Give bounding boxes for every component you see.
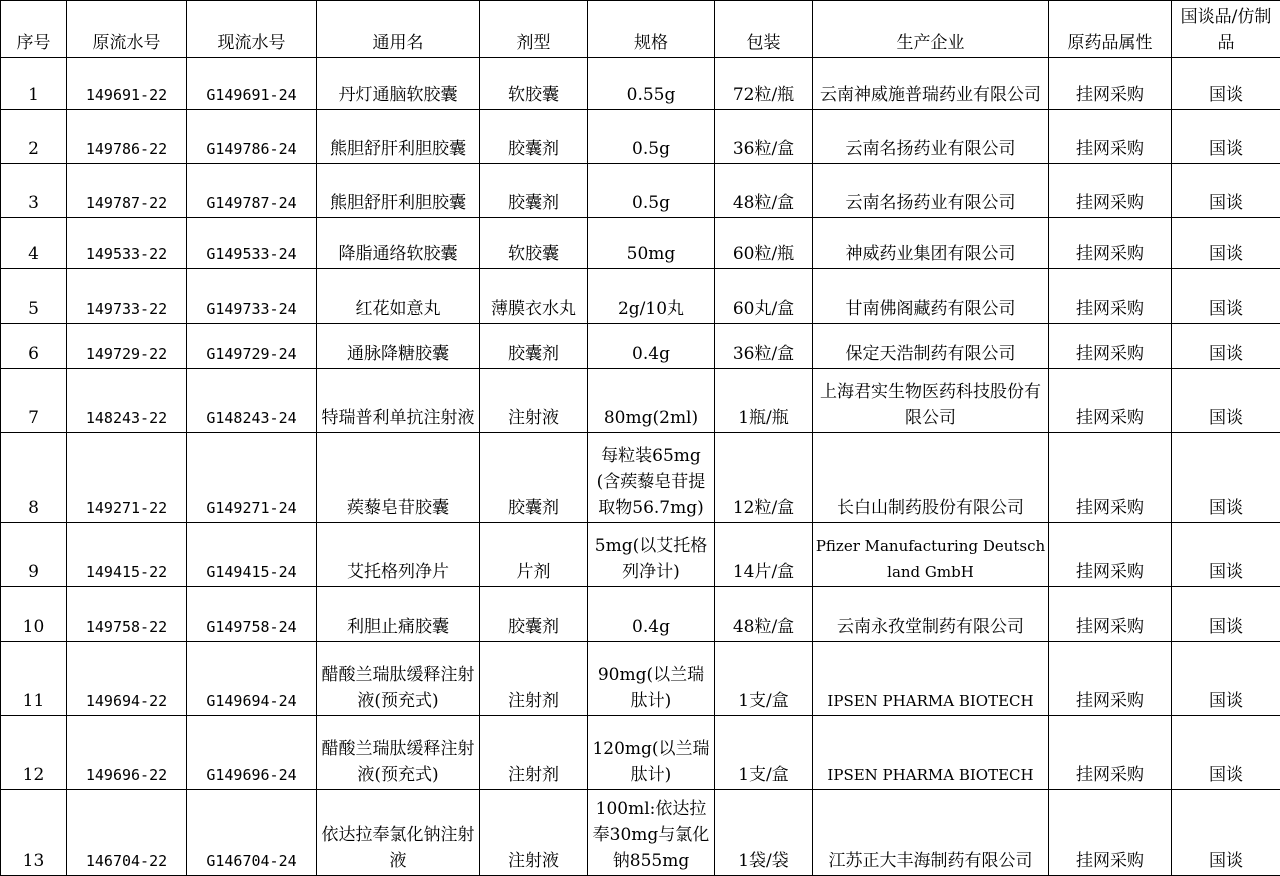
header-cell: 现流水号 xyxy=(187,1,317,58)
row-number-cell: 12 xyxy=(1,716,67,790)
drug-attribute-cell: 挂网采购 xyxy=(1049,324,1172,369)
specification-cell: 每粒装65mg(含蒺藜皂苷提取物56.7mg) xyxy=(588,433,715,523)
table-row xyxy=(1,433,1280,523)
generic-name-cell: 利胆止痛胶囊 xyxy=(317,587,480,642)
current-serial-cell: G149415-24 xyxy=(187,523,317,587)
drug-attribute-cell: 挂网采购 xyxy=(1049,269,1172,324)
current-serial-cell: G149691-24 xyxy=(187,58,317,110)
category-cell: 国谈 xyxy=(1172,369,1280,433)
current-serial-cell: G149787-24 xyxy=(187,164,317,218)
specification-cell: 50mg xyxy=(588,218,715,269)
dosage-form-cell: 胶囊剂 xyxy=(480,433,588,523)
table-row xyxy=(1,716,1280,790)
manufacturer-cell: 长白山制药股份有限公司 xyxy=(813,433,1049,523)
original-serial-cell: 146704-22 xyxy=(67,790,187,876)
specification-cell: 5mg(以艾托格列净计) xyxy=(588,523,715,587)
drug-attribute-cell: 挂网采购 xyxy=(1049,790,1172,876)
package-cell: 48粒/盒 xyxy=(715,164,813,218)
manufacturer-cell: 江苏正大丰海制药有限公司 xyxy=(813,790,1049,876)
table-row xyxy=(1,642,1280,716)
package-cell: 36粒/盒 xyxy=(715,110,813,164)
manufacturer-cell: 云南神威施普瑞药业有限公司 xyxy=(813,58,1049,110)
manufacturer-cell: 云南名扬药业有限公司 xyxy=(813,110,1049,164)
original-serial-cell: 149415-22 xyxy=(67,523,187,587)
generic-name-cell: 熊胆舒肝利胆胶囊 xyxy=(317,164,480,218)
package-cell: 1袋/袋 xyxy=(715,790,813,876)
header-cell: 剂型 xyxy=(480,1,588,58)
table-row xyxy=(1,110,1280,164)
dosage-form-cell: 软胶囊 xyxy=(480,58,588,110)
row-number-cell: 4 xyxy=(1,218,67,269)
manufacturer-cell: 保定天浩制药有限公司 xyxy=(813,324,1049,369)
current-serial-cell: G149758-24 xyxy=(187,587,317,642)
current-serial-cell: G149533-24 xyxy=(187,218,317,269)
row-number-cell: 9 xyxy=(1,523,67,587)
package-cell: 60丸/盒 xyxy=(715,269,813,324)
specification-cell: 90mg(以兰瑞肽计) xyxy=(588,642,715,716)
original-serial-cell: 149696-22 xyxy=(67,716,187,790)
dosage-form-cell: 胶囊剂 xyxy=(480,587,588,642)
manufacturer-cell: 云南名扬药业有限公司 xyxy=(813,164,1049,218)
current-serial-cell: G149733-24 xyxy=(187,269,317,324)
category-cell: 国谈 xyxy=(1172,324,1280,369)
generic-name-cell: 醋酸兰瑞肽缓释注射液(预充式) xyxy=(317,642,480,716)
drug-attribute-cell: 挂网采购 xyxy=(1049,110,1172,164)
drug-attribute-cell: 挂网采购 xyxy=(1049,58,1172,110)
current-serial-cell: G149786-24 xyxy=(187,110,317,164)
table-row xyxy=(1,218,1280,269)
generic-name-cell: 通脉降糖胶囊 xyxy=(317,324,480,369)
manufacturer-cell: IPSEN PHARMA BIOTECH xyxy=(813,642,1049,716)
original-serial-cell: 149733-22 xyxy=(67,269,187,324)
drug-attribute-cell: 挂网采购 xyxy=(1049,218,1172,269)
drug-attribute-cell: 挂网采购 xyxy=(1049,433,1172,523)
category-cell: 国谈 xyxy=(1172,164,1280,218)
generic-name-cell: 降脂通络软胶囊 xyxy=(317,218,480,269)
package-cell: 14片/盒 xyxy=(715,523,813,587)
category-cell: 国谈 xyxy=(1172,716,1280,790)
package-cell: 1支/盒 xyxy=(715,716,813,790)
manufacturer-cell: 云南永孜堂制药有限公司 xyxy=(813,587,1049,642)
original-serial-cell: 149271-22 xyxy=(67,433,187,523)
original-serial-cell: 149787-22 xyxy=(67,164,187,218)
original-serial-cell: 148243-22 xyxy=(67,369,187,433)
current-serial-cell: G149729-24 xyxy=(187,324,317,369)
drug-attribute-cell: 挂网采购 xyxy=(1049,164,1172,218)
generic-name-cell: 熊胆舒肝利胆胶囊 xyxy=(317,110,480,164)
generic-name-cell: 依达拉奉氯化钠注射液 xyxy=(317,790,480,876)
table-row xyxy=(1,269,1280,324)
table-row xyxy=(1,164,1280,218)
manufacturer-cell: 上海君实生物医药科技股份有限公司 xyxy=(813,369,1049,433)
original-serial-cell: 149694-22 xyxy=(67,642,187,716)
table-row xyxy=(1,369,1280,433)
row-number-cell: 13 xyxy=(1,790,67,876)
specification-cell: 0.4g xyxy=(588,324,715,369)
category-cell: 国谈 xyxy=(1172,523,1280,587)
category-cell: 国谈 xyxy=(1172,587,1280,642)
generic-name-cell: 艾托格列净片 xyxy=(317,523,480,587)
current-serial-cell: G146704-24 xyxy=(187,790,317,876)
drug-attribute-cell: 挂网采购 xyxy=(1049,642,1172,716)
table-row xyxy=(1,58,1280,110)
row-number-cell: 2 xyxy=(1,110,67,164)
row-number-cell: 6 xyxy=(1,324,67,369)
manufacturer-cell: IPSEN PHARMA BIOTECH xyxy=(813,716,1049,790)
dosage-form-cell: 胶囊剂 xyxy=(480,164,588,218)
dosage-form-cell: 注射剂 xyxy=(480,642,588,716)
dosage-form-cell: 注射液 xyxy=(480,369,588,433)
dosage-form-cell: 胶囊剂 xyxy=(480,110,588,164)
category-cell: 国谈 xyxy=(1172,269,1280,324)
original-serial-cell: 149533-22 xyxy=(67,218,187,269)
dosage-form-cell: 注射液 xyxy=(480,790,588,876)
drug-attribute-cell: 挂网采购 xyxy=(1049,369,1172,433)
category-cell: 国谈 xyxy=(1172,218,1280,269)
category-cell: 国谈 xyxy=(1172,642,1280,716)
specification-cell: 0.5g xyxy=(588,164,715,218)
row-number-cell: 10 xyxy=(1,587,67,642)
category-cell: 国谈 xyxy=(1172,790,1280,876)
header-cell: 原流水号 xyxy=(67,1,187,58)
header-cell: 生产企业 xyxy=(813,1,1049,58)
category-cell: 国谈 xyxy=(1172,110,1280,164)
row-number-cell: 8 xyxy=(1,433,67,523)
package-cell: 72粒/瓶 xyxy=(715,58,813,110)
original-serial-cell: 149786-22 xyxy=(67,110,187,164)
package-cell: 48粒/盒 xyxy=(715,587,813,642)
generic-name-cell: 红花如意丸 xyxy=(317,269,480,324)
specification-cell: 120mg(以兰瑞肽计) xyxy=(588,716,715,790)
row-number-cell: 7 xyxy=(1,369,67,433)
dosage-form-cell: 薄膜衣水丸 xyxy=(480,269,588,324)
package-cell: 1瓶/瓶 xyxy=(715,369,813,433)
specification-cell: 100ml:依达拉奉30mg与氯化钠855mg xyxy=(588,790,715,876)
table-row xyxy=(1,324,1280,369)
dosage-form-cell: 注射剂 xyxy=(480,716,588,790)
row-number-cell: 5 xyxy=(1,269,67,324)
package-cell: 60粒/瓶 xyxy=(715,218,813,269)
drug-attribute-cell: 挂网采购 xyxy=(1049,587,1172,642)
row-number-cell: 3 xyxy=(1,164,67,218)
category-cell: 国谈 xyxy=(1172,433,1280,523)
row-number-cell: 11 xyxy=(1,642,67,716)
table-row xyxy=(1,587,1280,642)
drug-attribute-cell: 挂网采购 xyxy=(1049,716,1172,790)
row-number-cell: 1 xyxy=(1,58,67,110)
generic-name-cell: 醋酸兰瑞肽缓释注射液(预充式) xyxy=(317,716,480,790)
original-serial-cell: 149758-22 xyxy=(67,587,187,642)
specification-cell: 80mg(2ml) xyxy=(588,369,715,433)
original-serial-cell: 149729-22 xyxy=(67,324,187,369)
drug-attribute-cell: 挂网采购 xyxy=(1049,523,1172,587)
table-row xyxy=(1,790,1280,876)
dosage-form-cell: 片剂 xyxy=(480,523,588,587)
generic-name-cell: 蒺藜皂苷胶囊 xyxy=(317,433,480,523)
manufacturer-cell: Pfizer Manufacturing Deutschland GmbH xyxy=(813,523,1049,587)
table-row xyxy=(1,523,1280,587)
dosage-form-cell: 软胶囊 xyxy=(480,218,588,269)
category-cell: 国谈 xyxy=(1172,58,1280,110)
current-serial-cell: G149694-24 xyxy=(187,642,317,716)
generic-name-cell: 丹灯通脑软胶囊 xyxy=(317,58,480,110)
package-cell: 1支/盒 xyxy=(715,642,813,716)
specification-cell: 0.55g xyxy=(588,58,715,110)
package-cell: 36粒/盒 xyxy=(715,324,813,369)
header-cell: 国谈品/仿制品 xyxy=(1172,1,1280,58)
header-cell: 序号 xyxy=(1,1,67,58)
specification-cell: 0.4g xyxy=(588,587,715,642)
original-serial-cell: 149691-22 xyxy=(67,58,187,110)
header-row xyxy=(1,1,1280,58)
specification-cell: 2g/10丸 xyxy=(588,269,715,324)
current-serial-cell: G149696-24 xyxy=(187,716,317,790)
specification-cell: 0.5g xyxy=(588,110,715,164)
package-cell: 12粒/盒 xyxy=(715,433,813,523)
header-cell: 包装 xyxy=(715,1,813,58)
dosage-form-cell: 胶囊剂 xyxy=(480,324,588,369)
header-cell: 规格 xyxy=(588,1,715,58)
header-cell: 通用名 xyxy=(317,1,480,58)
header-cell: 原药品属性 xyxy=(1049,1,1172,58)
manufacturer-cell: 神威药业集团有限公司 xyxy=(813,218,1049,269)
current-serial-cell: G148243-24 xyxy=(187,369,317,433)
generic-name-cell: 特瑞普利单抗注射液 xyxy=(317,369,480,433)
manufacturer-cell: 甘南佛阁藏药有限公司 xyxy=(813,269,1049,324)
current-serial-cell: G149271-24 xyxy=(187,433,317,523)
